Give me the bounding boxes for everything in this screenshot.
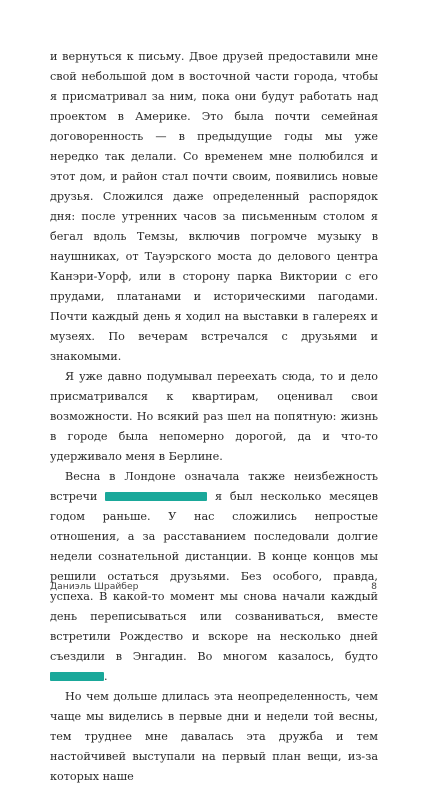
body-text	[50, 47, 378, 787]
redaction-bar	[50, 672, 104, 681]
paragraph-3-part-a: Весна в Лондоне означала также неизбежность встречи	[50, 470, 378, 503]
running-author: Даниэль Шрайбер	[50, 580, 139, 592]
page-number: 8	[371, 580, 377, 592]
paragraph-3-part-c: .	[104, 670, 108, 683]
redaction-bar	[105, 492, 207, 501]
paragraph-1: и вернуться к письму. Двое друзей предоставили мне свой небольшой дом в восточной части города, чтобы я присматривал за ним, пока они будут работать над проектом в Америке. Это была почти семейная договоренность — в предыдущие годы мы уже нередко так делали. Со временем мне полюбился и этот дом, и район стал почти своим, появились новые друзья. Сложился даже определенный распорядок дня: после утренних часов за письменным столом я бегал вдоль Темзы, включив погромче музыку в наушниках, от Тауэрского моста до делового центра Канэри-Уорф, или в сторону парка Виктории с его прудами, платанами и историческими пагодами. Почти каждый день я ходил на выставки в галереях и музеях. По вечерам встречался с друзьями и знакомыми.	[50, 50, 378, 363]
paragraph-2: Я уже давно подумывал переехать сюда, то и дело присматривался к квартирам, оценивал свои возможности. Но всякий раз шел на попятную: жизнь в городе была непомерно дорогой, да и что-то удерживало меня в Берлине.	[50, 370, 378, 463]
paragraph-4: Но чем дольше длилась эта неопределенность, чем чаще мы виделись в первые дни и недели той весны, тем труднее мне давалась эта дружба и тем настойчивей выступали на первый план вещи, из-за которых наше	[50, 690, 378, 783]
paragraph-3-part-b: я был несколько месяцев годом раньше. У нас сложились непростые отношения, а за расставанием последовали долгие недели сознательной дистанции. В конце концов мы решили остаться друзьями. Без особого, правда, успеха. В какой-то момент мы снова начали каждый день переписываться или созваниваться, вместе встретили Рождество и вскоре на несколько дней съездили в Энгадин. Во многом казалось, будто	[50, 490, 378, 663]
paragraph-3	[50, 467, 378, 687]
page-footer	[50, 578, 377, 594]
